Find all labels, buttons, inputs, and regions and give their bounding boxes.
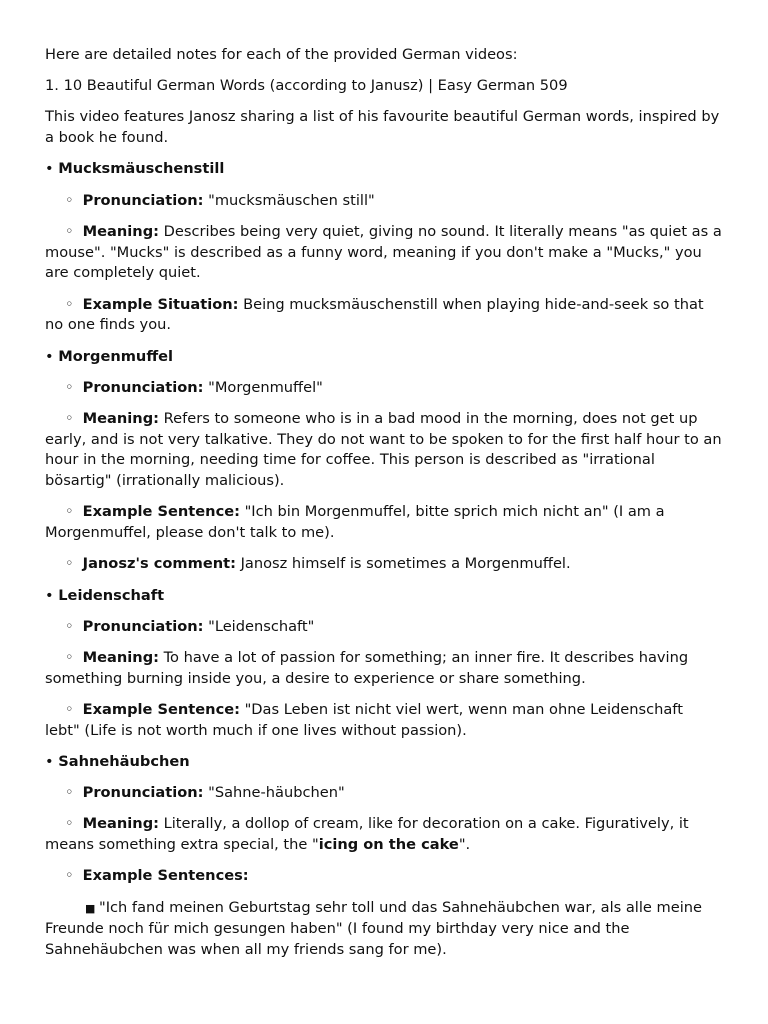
example-sentence-label: Example Sentence: [82,503,240,521]
sub-bullet-marker: ◦ [65,378,74,396]
example-situation-value: Being mucksmäuschenstill when playing hide-and-seek so that no one finds you. [45,295,704,334]
meaning-value-emphasis: icing on the cake [318,836,459,854]
meaning-value: To have a lot of passion for something; an inner fire. It describes having something burning inside you, a desire to experience or share something. [45,649,689,687]
pronunciation-value: "Morgenmuffel" [208,378,323,396]
word-comment [45,554,722,575]
sub-bullet-marker: ◦ [65,649,74,666]
video-description: This video features Janosz sharing a list of his favourite beautiful German words, inspired by a book he found. [45,108,720,147]
meaning-value-end: ". [458,836,471,854]
sub-bullet-marker: ◦ [65,815,74,833]
comment-label: Janosz's comment: [82,555,236,573]
intro-text: Here are detailed notes for each of the provided German videos: [45,46,518,63]
sub-bullet-marker: ◦ [65,409,74,427]
square-bullet-marker: ■ [85,901,96,915]
example-situation-label: Example Situation: [82,295,239,313]
example-sentence-label: Example Sentence: [82,700,240,718]
pronunciation-label: Pronunciation: [82,784,204,802]
word-pronunciation [45,783,722,804]
word-title: Mucksmäuschenstill [58,160,225,178]
word-heading [45,347,722,368]
sub-bullet-marker: ◦ [65,295,74,313]
word-pronunciation [45,617,722,638]
sub-bullet-marker: ◦ [65,784,74,802]
meaning-label: Meaning: [82,222,159,240]
sub-bullet-marker: ◦ [65,700,74,718]
pronunciation-label: Pronunciation: [82,191,204,209]
bullet-marker: • [45,752,54,770]
video-title: 1. 10 Beautiful German Words (according to Janusz) | Easy German 509 [45,77,568,95]
example-sentence-value: "Das Leben ist nicht viel wert, wenn man ohne Leidenschaft lebt" (Life is not worth much if one lives without passion). [45,700,683,739]
example-sentence-item [45,898,722,961]
word-meaning [45,409,722,492]
pronunciation-value: "mucksmäuschen still" [208,191,375,209]
meaning-label: Meaning: [82,649,159,666]
word-example-sentence [45,700,722,742]
pronunciation-value: "Leidenschaft" [208,617,315,635]
word-example-sentences [45,866,722,887]
meaning-value-start: Literally, a dollop of cream, like for decoration on a cake. Figuratively, it means something extra special, the " [45,815,689,854]
pronunciation-label: Pronunciation: [82,617,204,635]
meaning-value: Describes being very quiet, giving no sound. It literally means "as quiet as a mouse". "Mucks" is described as a funny word, meaning if you don't make a "Mucks," you are completely quiet. [45,222,722,282]
sub-bullet-marker: ◦ [65,222,74,240]
sub-bullet-marker: ◦ [65,555,74,573]
example-sentences-label: Example Sentences: [82,867,249,885]
sub-bullet-marker: ◦ [65,867,74,885]
word-title: Morgenmuffel [58,347,174,365]
word-title: Leidenschaft [58,586,165,604]
example-sentence-value: "Ich bin Morgenmuffel, bitte sprich mich nicht an" (I am a Morgenmuffel, please don't talk to me). [45,503,665,542]
word-heading [45,586,722,607]
word-meaning [45,648,722,690]
sub-bullet-marker: ◦ [65,617,74,635]
meaning-label: Meaning: [82,815,159,833]
word-pronunciation [45,378,722,399]
word-pronunciation [45,191,722,212]
bullet-marker: • [45,586,54,604]
word-heading [45,752,722,773]
pronunciation-value: "Sahne-häubchen" [208,784,345,802]
meaning-value: Refers to someone who is in a bad mood in the morning, does not get up early, and is not very talkative. They do not want to be spoken to for the first half hour to an hour in the morning, needing time for coffee. This person is described as "irrational bösartig" (irrationally malicious). [45,409,722,490]
word-meaning [45,814,722,856]
sub-bullet-marker: ◦ [65,503,74,521]
sub-bullet-marker: ◦ [65,191,74,209]
pronunciation-label: Pronunciation: [82,378,204,396]
word-example-sentence [45,502,722,544]
word-meaning [45,222,722,284]
bullet-marker: • [45,160,54,178]
word-title: Sahnehäubchen [58,752,190,770]
meaning-label: Meaning: [82,409,159,427]
word-heading [45,159,722,180]
bullet-marker: • [45,347,54,365]
word-example-situation [45,295,722,337]
comment-value: Janosz himself is sometimes a Morgenmuffel. [240,555,571,573]
example-sentence-value: "Ich fand meinen Geburtstag sehr toll und das Sahnehäubchen war, als alle meine Freunde noch für mich gesungen haben" (I found my birthday very nice and the Sahnehäubchen was when all my friends sang for me). [45,898,703,959]
